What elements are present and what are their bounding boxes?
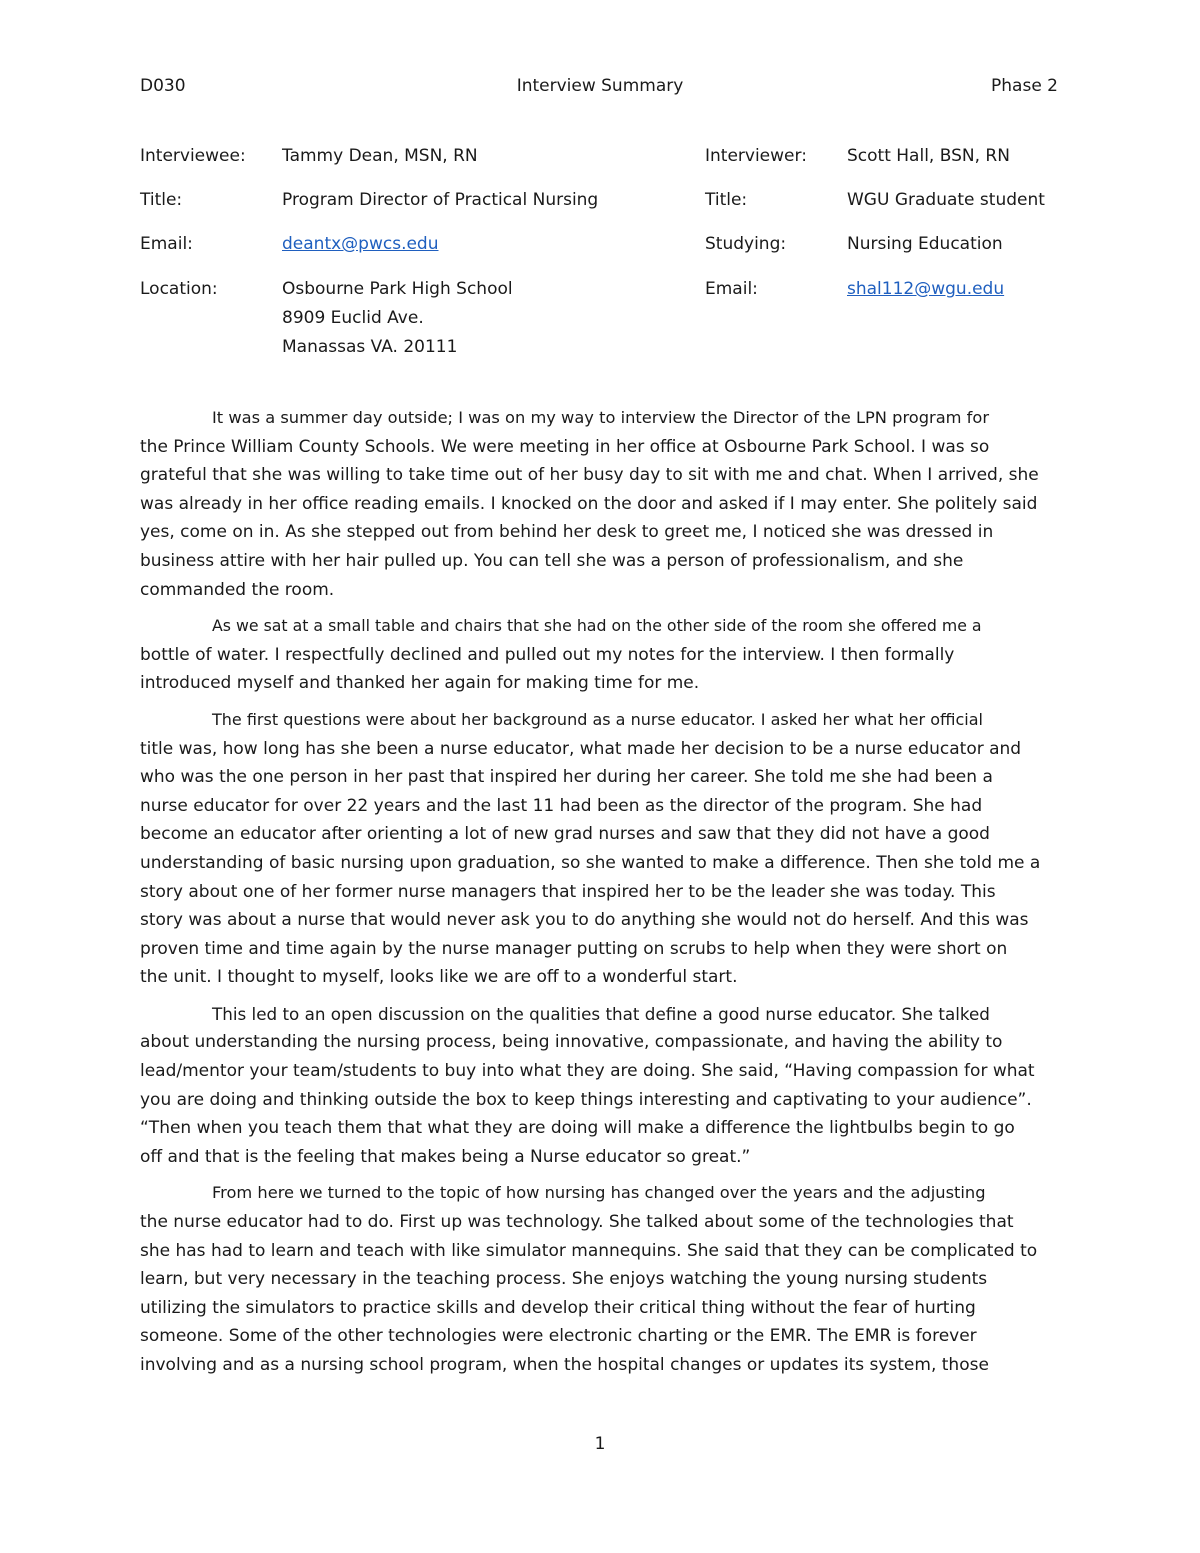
text-line: the unit. I thought to myself, looks like we are off to a wonderful start. [140, 967, 738, 988]
interviewee-location-label: Location: [140, 279, 218, 299]
paragraph [140, 706, 1062, 992]
interviewee-name: Tammy Dean, MSN, RN [282, 146, 478, 166]
text-line: about understanding the nursing process, being innovative, compassionate, and having the ability to [140, 1032, 1003, 1053]
text-line: story was about a nurse that would never ask you to do anything she would not do herself. And this was [140, 910, 1029, 931]
text-line: the nurse educator had to do. First up was technology. She talked about some of the technologies that [140, 1212, 1014, 1233]
info-row-location-email [140, 276, 1060, 302]
info-row-titles [140, 187, 1060, 213]
text-line: you are doing and thinking outside the box to keep things interesting and captivating to your audience”. [140, 1089, 1032, 1110]
interviewer-studying: Nursing Education [847, 234, 1003, 254]
text-line: understanding of basic nursing upon graduation, so she wanted to make a difference. Then she told me a [140, 852, 1041, 873]
text-line: who was the one person in her past that inspired her during her career. She told me she had been a [140, 767, 993, 788]
text-line: someone. Some of the other technologies were electronic charting or the EMR. The EMR is forever [140, 1326, 977, 1347]
text-line: It was a summer day outside; I was on my way to interview the Director of the LPN program for [212, 408, 990, 427]
header-title: Interview Summary [516, 76, 684, 96]
interviewee-email-label: Email: [140, 234, 193, 254]
text-line: lead/mentor your team/students to buy into what they are doing. She said, “Having compassion for what [140, 1061, 1035, 1082]
header-course-code: D030 [140, 76, 186, 96]
interviewee-location-line: Manassas VA. 20111 [282, 337, 458, 357]
paragraph [140, 1179, 1062, 1379]
text-line: business attire with her hair pulled up. You can tell she was a person of professionalism, and she [140, 550, 964, 571]
paragraph [140, 1000, 1062, 1172]
interviewee-email-link[interactable]: deantx@pwcs.edu [282, 234, 439, 254]
text-line: involving and as a nursing school program, when the hospital changes or updates its system, those [140, 1355, 989, 1375]
text-line: she has had to learn and teach with like simulator mannequins. She said that they can be complicated to [140, 1240, 1038, 1261]
interviewee-title-label: Title: [140, 190, 183, 210]
text-line: the Prince William County Schools. We were meeting in her office at Osbourne Park School. I was so [140, 436, 990, 457]
page-number: 1 [594, 1434, 606, 1454]
text-line: bottle of water. I respectfully declined and pulled out my notes for the interview. I then formally [140, 644, 955, 665]
info-row-names [140, 143, 1060, 169]
text-line: commanded the room. [140, 579, 335, 600]
interviewer-email-link[interactable]: shal112@wgu.edu [847, 279, 1005, 299]
interviewer-label: Interviewer: [705, 146, 807, 166]
interviewer-email-label: Email: [705, 279, 758, 299]
text-line: nurse educator for over 22 years and the last 11 had been as the director of the program. She had [140, 795, 983, 816]
summary-body [140, 404, 1062, 1388]
text-line: proven time and time again by the nurse manager putting on scrubs to help when they were short on [140, 938, 1008, 959]
text-line: From here we turned to the topic of how nursing has changed over the years and the adjusting [212, 1183, 986, 1203]
text-line: learn, but very necessary in the teaching process. She enjoys watching the young nursing students [140, 1269, 988, 1290]
interviewee-label: Interviewee: [140, 146, 246, 166]
interviewer-title: WGU Graduate student [847, 190, 1045, 210]
text-line: yes, come on in. As she stepped out from behind her desk to greet me, I noticed she was dressed in [140, 522, 994, 543]
text-line: “Then when you teach them that what they are doing will make a difference the lightbulbs begin to go [140, 1118, 1015, 1139]
paragraph [140, 404, 1062, 604]
text-line: As we sat at a small table and chairs that she had on the other side of the room she offered me a [212, 616, 982, 636]
text-line: was already in her office reading emails. I knocked on the door and asked if I may enter. She politely said [140, 493, 1038, 514]
interviewee-title: Program Director of Practical Nursing [282, 190, 599, 210]
info-row-email-studying [140, 231, 1060, 257]
interviewer-title-label: Title: [705, 190, 748, 210]
text-line: off and that is the feeling that makes being a Nurse educator so great.” [140, 1146, 751, 1167]
text-line: story about one of her former nurse managers that inspired her to be the leader she was today. This [140, 881, 996, 902]
header-phase: Phase 2 [991, 76, 1058, 96]
text-line: utilizing the simulators to practice skills and develop their critical thing without the fear of hurting [140, 1297, 976, 1318]
text-line: introduced myself and thanked her again for making time for me. [140, 673, 700, 694]
interviewee-location-line: 8909 Euclid Ave. [282, 308, 424, 328]
text-line: The first questions were about her background as a nurse educator. I asked her what her official [212, 709, 983, 729]
text-line: This led to an open discussion on the qualities that define a good nurse educator. She talked [212, 1003, 990, 1024]
interviewee-location-line: Osbourne Park High School [282, 279, 513, 299]
text-line: title was, how long has she been a nurse educator, what made her decision to be a nurse educator and [140, 738, 1022, 759]
interviewer-studying-label: Studying: [705, 234, 787, 254]
interviewer-name: Scott Hall, BSN, RN [847, 146, 1010, 166]
text-line: grateful that she was willing to take time out of her busy day to sit with me and chat. When I arrived, she [140, 465, 1039, 486]
paragraph [140, 612, 1062, 698]
text-line: become an educator after orienting a lot of new grad nurses and saw that they did not have a good [140, 824, 990, 845]
